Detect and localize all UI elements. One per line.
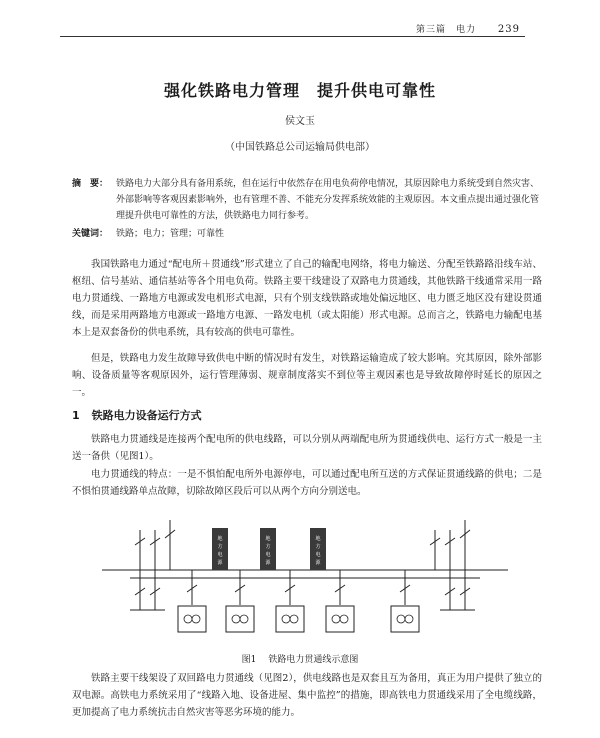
figure-1-caption	[0, 652, 600, 665]
running-head-chapter: 第三篇 电力	[416, 25, 477, 35]
article-title: 强化铁路电力管理 提升供电可靠性	[163, 81, 436, 100]
keywords-text: 铁路；电力；管理；可靠性	[116, 229, 225, 239]
keywords	[72, 226, 542, 242]
intro-paragraph-2: 但是，铁路电力发生故障导致供电中断的情况时有发生，对铁路运输造成了较大影响。究其原因，除外部影响、设备质量等客观原因外，运行管理薄弱、规章制度落实不到位等主观因素也是导致故障停时延长的原因之一。	[72, 353, 542, 398]
intro-paragraph-1: 我国铁路电力通过“配电所＋贯通线”形式建立了自己的输配电网络，将电力输送、分配至铁路路沿线车站、枢纽、信号基站、通信基站等各个用电负荷。铁路主要干线建设了双路电力贯通线，其他铁路干线通常采用一路电力贯通线、一路地方电源或发电机形式电源，只有个别支线铁路或地处偏远地区、电力匮乏地区没有建设贯通线，而是采用两路地方电源或一路地方电源、一路发电机（或太阳能）形式电源。总而言之，铁路电力输配电基本上是双套备份的供电系统，具有较高的供电可靠性。	[72, 259, 542, 338]
local-source-3-label: 地方电源	[315, 536, 321, 566]
abstract-label: 摘 要：	[72, 179, 109, 189]
abstract-text: 铁路电力大部分具有备用系统，但在运行中依然存在用电负荷停电情况，其原因除电力系统受到自然灾害、外部影响等客观因素影响外，也有管理不善、不能充分发挥系统效能的主观原因。本文重点提出通过强化管理提升供电可靠性的方法，供铁路电力同行参考。	[116, 179, 540, 221]
affiliation: （中国铁路总公司运输局供电部）	[225, 142, 375, 153]
section-title: 铁路电力设备运行方式	[91, 409, 202, 422]
header-rule	[60, 36, 525, 37]
local-source-1	[212, 528, 228, 570]
figure-1-caption-text: 铁路电力贯通线示意图	[268, 655, 359, 665]
author: 侯文玉	[285, 116, 315, 127]
local-source-2	[260, 528, 276, 570]
local-source-1-label: 地方电源	[217, 536, 223, 566]
local-source-2-label: 地方电源	[265, 536, 271, 566]
closing-paragraph: 铁路主要干线架设了双回路电力贯通线（见图2），供电线路也是双套且互为备用，真正为用户提供了独立的双电源。高铁电力系统采用了“线路入地、设备进屋、集中监控”的措施，即高铁电力贯通线采用了全电缆线路，更加提高了电力系统抗击自然灾害等恶劣环境的能力。	[72, 673, 542, 718]
figure-1-diagram	[100, 500, 510, 648]
section1-paragraph-1: 铁路电力贯通线是连接两个配电所的供电线路，可以分别从两端配电所为贯通线供电、运行方式一般是一主送一备供（见图1）。	[72, 434, 542, 462]
section-heading	[72, 407, 202, 423]
section-number: 1	[72, 409, 80, 422]
local-source-3	[310, 528, 326, 570]
abstract	[72, 176, 542, 224]
keywords-label: 关键词：	[72, 229, 109, 239]
right-substation	[430, 520, 475, 610]
figure-1-label: 图1	[241, 655, 257, 665]
left-substation	[130, 520, 175, 610]
section1-paragraph-2: 电力贯通线的特点：一是不惧怕配电所外电源停电，可以通过配电所互送的方式保证贯通线路的供电；二是不惧怕贯通线路单点故障，切除故障区段后可以从两个方向分别送电。	[72, 469, 542, 497]
page-number: 239	[497, 24, 520, 35]
running-head	[416, 22, 520, 35]
